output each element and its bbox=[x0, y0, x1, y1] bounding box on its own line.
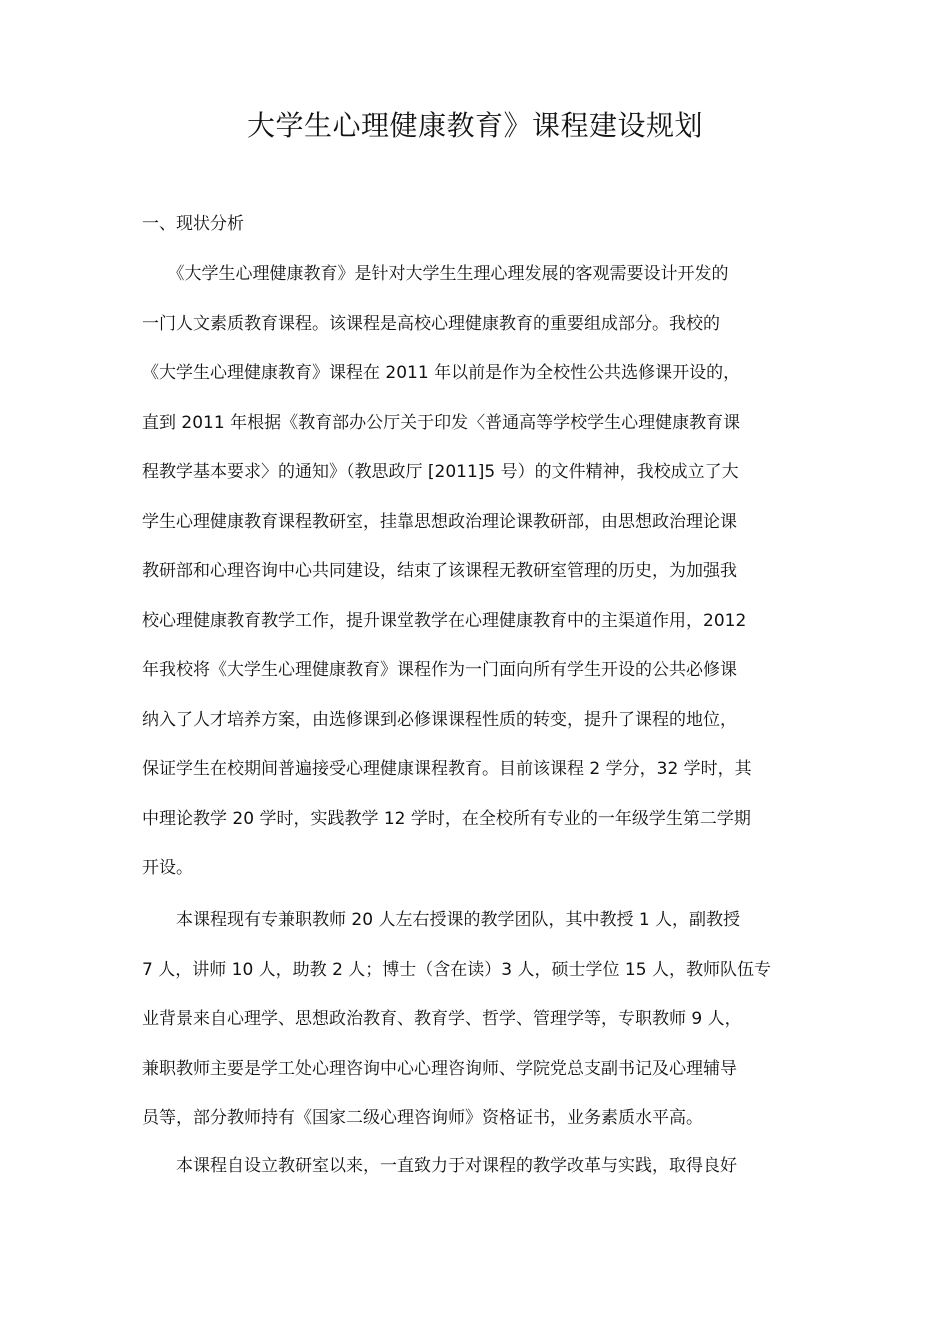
paragraph-teaching-team bbox=[142, 896, 822, 1144]
paragraph-line: 校心理健康教育教学工作，提升课堂教学在心理健康教育中的主渠道作用，2012 bbox=[142, 610, 747, 631]
paragraph-line: 开设。 bbox=[142, 858, 193, 878]
paragraph-line: 程教学基本要求〉的通知》（教思政厅 [2011]5 号）的文件精神，我校成立了大 bbox=[142, 462, 739, 482]
paragraph-line: 教研部和心理咨询中心共同建设，结束了该课程无教研室管理的历史，为加强我 bbox=[142, 561, 737, 581]
paragraph-line: 中理论教学 20 学时，实践教学 12 学时，在全校所有专业的一年级学生第二学期 bbox=[142, 808, 751, 829]
paragraph-line: 兼职教师主要是学工处心理咨询中心心理咨询师、学院党总支副书记及心理辅导 bbox=[142, 1058, 737, 1079]
paragraph-status-analysis bbox=[142, 250, 822, 894]
paragraph-line: 员等，部分教师持有《国家二级心理咨询师》资格证书，业务素质水平高。 bbox=[142, 1108, 703, 1128]
paragraph-line: 直到 2011 年根据《教育部办公厅关于印发〈普通高等学校学生心理健康教育课 bbox=[142, 412, 741, 433]
paragraph-line: 业背景来自心理学、思想政治教育、教育学、哲学、管理学等，专职教师 9 人， bbox=[142, 1009, 742, 1029]
paragraph-line: 学生心理健康教育课程教研室，挂靠思想政治理论课教研部，由思想政治理论课 bbox=[142, 511, 737, 532]
paragraph-line: 本课程现有专兼职教师 20 人左右授课的教学团队，其中教授 1 人，副教授 bbox=[142, 910, 741, 930]
paragraph-line: 年我校将《大学生心理健康教育》课程作为一门面向所有学生开设的公共必修课 bbox=[142, 660, 737, 680]
paragraph-line: 本课程自设立教研室以来，一直致力于对课程的教学改革与实践，取得良好 bbox=[142, 1156, 737, 1176]
document-title: 大学生心理健康教育》课程建设规划 bbox=[246, 109, 703, 142]
paragraph-line: 一门人文素质教育课程。该课程是高校心理健康教育的重要组成部分。我校的 bbox=[142, 313, 720, 334]
paragraph-line: 纳入了人才培养方案，由选修课到必修课课程性质的转变，提升了课程的地位， bbox=[142, 709, 737, 730]
paragraph-teaching-reform bbox=[142, 1142, 822, 1192]
paragraph-line: 保证学生在校期间普遍接受心理健康课程教育。目前该课程 2 学分，32 学时，其 bbox=[142, 759, 752, 779]
paragraph-line: 《大学生心理健康教育》是针对大学生生理心理发展的客观需要设计开发的 bbox=[142, 264, 729, 284]
paragraph-line: 7 人，讲师 10 人，助教 2 人；博士（含在读）3 人，硕士学位 15 人，教师队伍专 bbox=[142, 959, 771, 980]
section-heading: 一、现状分析 bbox=[142, 214, 244, 234]
paragraph-line: 《大学生心理健康教育》课程在 2011 年以前是作为全校性公共选修课开设的， bbox=[142, 363, 741, 383]
